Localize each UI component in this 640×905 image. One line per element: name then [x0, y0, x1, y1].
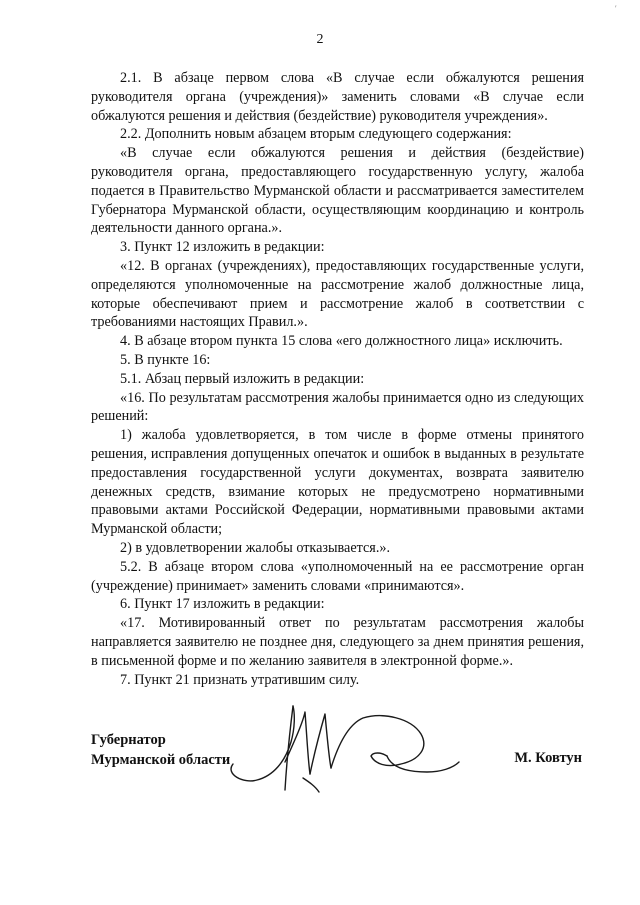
- signature-block: [0, 702, 640, 802]
- paragraph-3: 3. Пункт 12 изложить в редакции:: [120, 239, 325, 256]
- paragraph-5-2: 5.2. В абзаце втором слова «уполномоченный на ее рассмотрение орган (учреждение) принимает» заменить словами «принимаются».: [91, 558, 584, 594]
- document-body: [91, 69, 584, 689]
- signatory-title-line1: Губернатор: [91, 732, 166, 748]
- paragraph-list-item-1: 1) жалоба удовлетворяется, в том числе в форме отмены принятого решения, исправления допущенных опечаток и ошибок в выданных в результате предоставления государственной услуги документах, возврата заявителю денежных средств, взимание которых не предусмотрено нормативными правовыми актами Российской Федерации, нормативными правовыми актами Мурманской области;: [91, 427, 584, 538]
- paragraph-2-1: 2.1. В абзаце первом слова «В случае если обжалуются решения руководителя органа (учреждения)» заменить словами «В случае если обжалуются решения и действия (бездействие) руководителя учреждения».: [91, 70, 584, 124]
- paragraph-6: 6. Пункт 17 изложить в редакции:: [120, 596, 325, 613]
- paragraph-5-1: 5.1. Абзац первый изложить в редакции:: [120, 370, 365, 387]
- paragraph-quote-12: «12. В органах (учреждениях), предоставляющих государственные услуги, определяются уполномоченные на рассмотрение жалоб должностные лица, которые обеспечивают прием и рассмотрение жалоб в соответствии с требованиями настоящих Правил.».: [91, 257, 584, 331]
- paragraph-5: 5. В пункте 16:: [120, 351, 211, 368]
- paragraph-2-2: 2.2. Дополнить новым абзацем вторым следующего содержания:: [120, 126, 512, 143]
- signatory-title: [91, 730, 230, 770]
- handwritten-signature: [215, 702, 460, 797]
- scan-corner-mark: ′: [615, 4, 617, 13]
- paragraph-list-item-2: 2) в удовлетворении жалобы отказывается.».: [120, 539, 391, 556]
- signatory-title-line2: Мурманской области: [91, 752, 231, 768]
- page-number: 2: [316, 32, 324, 47]
- paragraph-quote-2-2: «В случае если обжалуются решения и действия (бездействие) руководителя органа, предоставляющего государственную услугу, жалоба подается в Правительство Мурманской области и рассматривается заместителем Губернатора Мурманской области, осуществляющим координацию и контроль деятельности данного органа.».: [91, 145, 584, 237]
- paragraph-7: 7. Пункт 21 признать утратившим силу.: [120, 671, 360, 688]
- paragraph-quote-17: «17. Мотивированный ответ по результатам рассмотрения жалобы направляется заявителю не позднее дня, следующего за днем принятия решения, в письменной форме и по желанию заявителя в электронной форме.».: [91, 615, 584, 669]
- signatory-name: М. Ковтун: [514, 750, 582, 766]
- paragraph-quote-16: «16. По результатам рассмотрения жалобы принимается одно из следующих решений:: [91, 389, 584, 425]
- paragraph-4: 4. В абзаце втором пункта 15 слова «его должностного лица» исключить.: [120, 333, 563, 350]
